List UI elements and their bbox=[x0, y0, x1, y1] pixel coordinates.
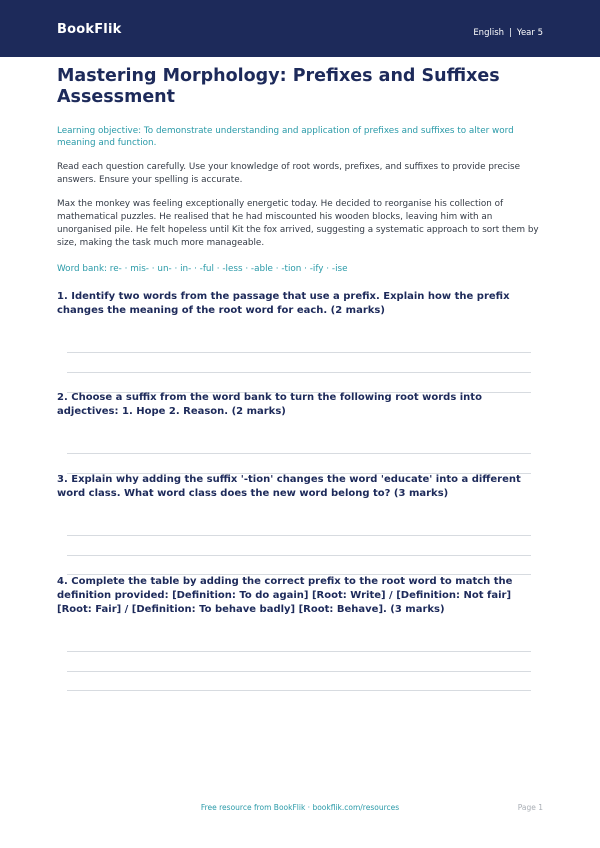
answer-line[interactable] bbox=[67, 352, 531, 353]
answer-line[interactable] bbox=[67, 651, 531, 652]
answer-line[interactable] bbox=[67, 690, 531, 691]
year-label: Year 5 bbox=[516, 28, 543, 38]
answer-line[interactable] bbox=[67, 453, 531, 454]
subject-year-label bbox=[473, 27, 543, 39]
footer-credit-link[interactable]: Free resource from BookFlik · bookflik.com/resources bbox=[200, 803, 400, 812]
question-4-block bbox=[57, 575, 543, 617]
reading-passage: Max the monkey was feeling exceptionally energetic today. He decided to reorganise his collection of mathematical puzzles. He realised that he had miscounted his wooden blocks, leaving him with an unorganised pile. He felt hopeless until Kit the fox arrived, suggesting a systematic approach to sort them by size, making the task much more manageable. bbox=[57, 199, 539, 248]
question-4-text: 4. Complete the table by adding the correct prefix to the root word to match the definition provided: [Definition: To do again] [Root: Write] / [Definition: Not fair] [Root: Fair] / [Definition: To behave badly] [Root: Behave]. (3 marks) bbox=[57, 576, 513, 615]
question-2-text: 2. Choose a suffix from the word bank to turn the following root words into adjectives: 1. Hope 2. Reason. (2 marks) bbox=[57, 392, 482, 417]
page-number: Page 1 bbox=[517, 803, 543, 812]
question-1-block bbox=[57, 290, 543, 318]
answer-line[interactable] bbox=[67, 671, 531, 672]
worksheet-body bbox=[57, 66, 543, 275]
question-3-text: 3. Explain why adding the suffix '-tion' changes the word 'educate' into a different word class. What word class does the new word belong to? (3 marks) bbox=[57, 474, 521, 499]
question-3-block bbox=[57, 473, 543, 501]
learning-objective: Learning objective: To demonstrate understanding and application of prefixes and suffixes to alter word meaning and function. bbox=[57, 126, 514, 148]
meta-separator: | bbox=[509, 28, 512, 38]
word-bank: Word bank: re- · mis- · un- · in- · -ful · -less · -able · -tion · -ify · -ise bbox=[57, 264, 348, 274]
question-2-block bbox=[57, 391, 543, 419]
answer-line[interactable] bbox=[67, 372, 531, 373]
header-bar bbox=[0, 0, 600, 57]
instructions-text: Read each question carefully. Use your knowledge of root words, prefixes, and suffixes to provide precise answers. Ensure your spelling is accurate. bbox=[57, 162, 521, 185]
answer-line[interactable] bbox=[67, 555, 531, 556]
answer-line[interactable] bbox=[67, 535, 531, 536]
question-1-text: 1. Identify two words from the passage that use a prefix. Explain how the prefix changes the meaning of the root word for each. (2 marks) bbox=[57, 291, 510, 316]
page-title: Mastering Morphology: Prefixes and Suffixes Assessment bbox=[57, 66, 500, 107]
subject-label: English bbox=[473, 28, 505, 38]
brand-logo[interactable]: BookFlik bbox=[57, 22, 122, 37]
